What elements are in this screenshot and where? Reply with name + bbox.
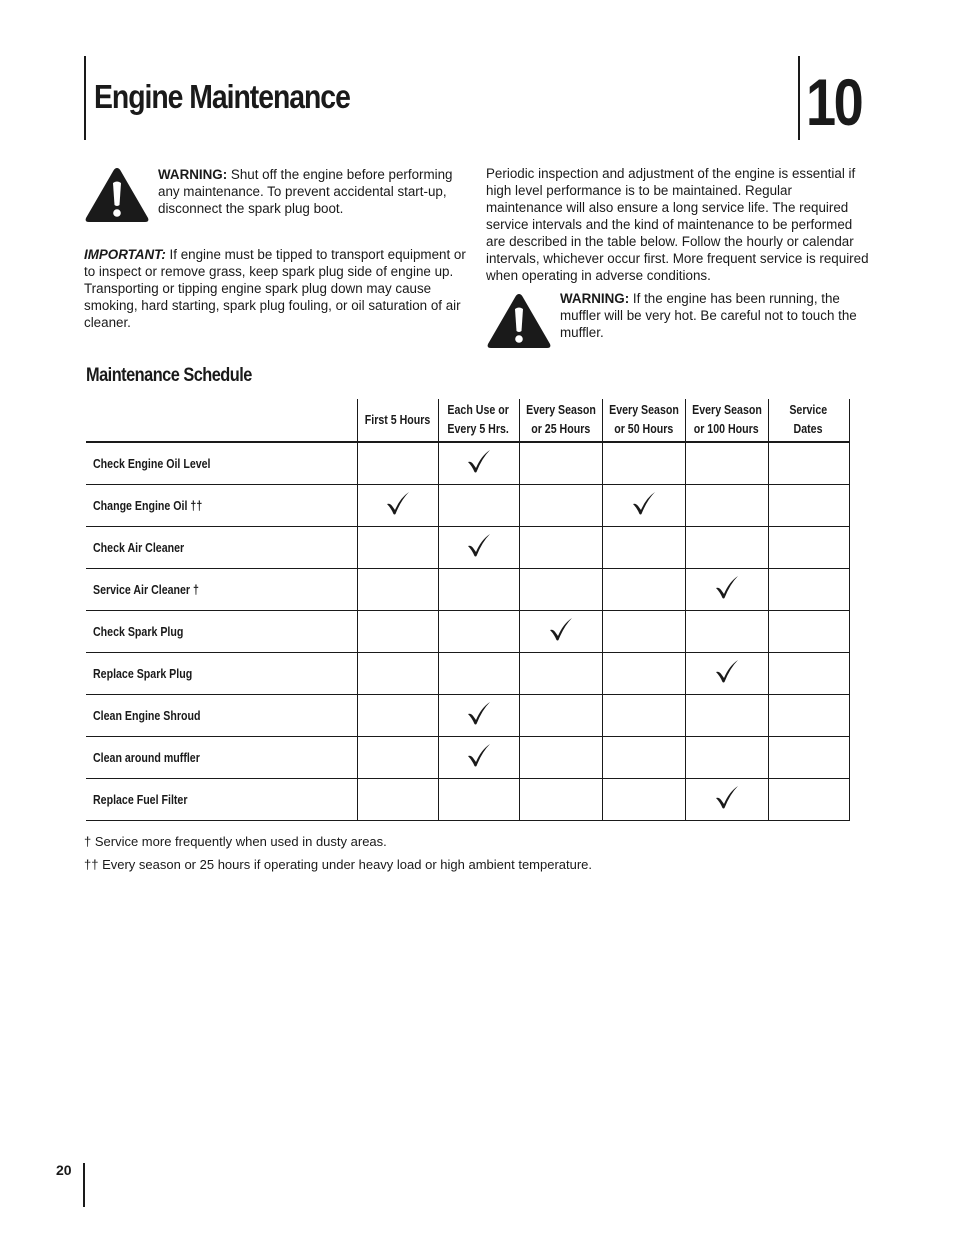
table-header-col — [685, 399, 768, 442]
schedule-cell — [357, 737, 438, 779]
important-note — [84, 246, 468, 331]
footer-rule — [83, 1163, 85, 1207]
schedule-cell — [685, 485, 768, 527]
schedule-cell — [519, 611, 602, 653]
checkmark-icon — [466, 461, 492, 478]
table-header-col — [768, 399, 849, 442]
schedule-cell — [519, 485, 602, 527]
title-rule — [84, 56, 86, 140]
schedule-cell — [685, 569, 768, 611]
intro-paragraph: Periodic inspection and adjustment of the engine is essential if high level performance is to be maintained. Regular maintenance will also ensure a long service life. The required service intervals and the kind of maintenance to be performed are described in the table below. Follow the hourly or calendar intervals, whichever occur first. More frequent service is required when operating in adverse conditions. — [486, 166, 869, 283]
schedule-cell — [685, 653, 768, 695]
schedule-cell — [768, 653, 849, 695]
schedule-cell — [519, 653, 602, 695]
schedule-cell — [438, 485, 519, 527]
column-header-line1: Every Season — [608, 403, 679, 417]
schedule-cell — [602, 611, 685, 653]
task-label: Clean Engine Shroud — [93, 708, 201, 723]
table-row — [86, 779, 849, 821]
checkmark-icon — [714, 797, 740, 814]
schedule-cell — [438, 737, 519, 779]
table-header-row — [86, 399, 849, 442]
schedule-cell — [602, 569, 685, 611]
schedule-heading: Maintenance Schedule — [86, 365, 252, 386]
column-header-line1: Every Season — [525, 403, 596, 417]
schedule-cell — [768, 779, 849, 821]
checkmark-icon — [714, 671, 740, 688]
maintenance-schedule-table — [86, 399, 850, 821]
chapter-number: 10 — [806, 65, 862, 139]
column-header-line1: Service — [789, 403, 828, 417]
page-title: Engine Maintenance — [94, 78, 350, 115]
schedule-cell — [438, 779, 519, 821]
schedule-cell — [519, 442, 602, 485]
schedule-cell — [357, 611, 438, 653]
schedule-cell — [602, 653, 685, 695]
schedule-cell — [602, 737, 685, 779]
schedule-cell — [685, 611, 768, 653]
schedule-cell — [438, 611, 519, 653]
task-label: Check Air Cleaner — [93, 540, 185, 555]
task-label: Replace Fuel Filter — [93, 792, 188, 807]
important-label: IMPORTANT: — [84, 247, 166, 262]
table-header-col — [438, 399, 519, 442]
chapter-rule — [798, 56, 800, 140]
schedule-cell — [685, 695, 768, 737]
task-label: Replace Spark Plug — [93, 666, 193, 681]
footnote-dusty: † Service more frequently when used in dusty areas. — [84, 834, 387, 849]
column-header-line2: or 100 Hours — [694, 422, 759, 436]
task-cell — [86, 442, 357, 485]
schedule-cell — [357, 695, 438, 737]
schedule-cell — [357, 527, 438, 569]
warning-text: Shut off the engine before performing any maintenance. To prevent accidental start-up, disconnect the spark plug boot. — [158, 167, 453, 216]
schedule-cell — [685, 779, 768, 821]
schedule-cell — [768, 695, 849, 737]
schedule-cell — [357, 485, 438, 527]
schedule-cell — [519, 779, 602, 821]
schedule-cell — [685, 737, 768, 779]
task-cell — [86, 653, 357, 695]
warning-muffler — [560, 290, 866, 341]
schedule-cell — [357, 442, 438, 485]
task-cell — [86, 695, 357, 737]
schedule-cell — [768, 569, 849, 611]
checkmark-icon — [631, 503, 657, 520]
column-header-line1: First 5 Hours — [364, 412, 431, 427]
schedule-cell — [519, 569, 602, 611]
checkmark-icon — [385, 503, 411, 520]
task-cell — [86, 485, 357, 527]
schedule-cell — [768, 485, 849, 527]
schedule-cell — [602, 485, 685, 527]
table-row — [86, 485, 849, 527]
task-label: Change Engine Oil †† — [93, 498, 203, 513]
schedule-cell — [438, 653, 519, 695]
schedule-cell — [685, 442, 768, 485]
schedule-cell — [438, 695, 519, 737]
task-cell — [86, 611, 357, 653]
schedule-cell — [519, 737, 602, 779]
schedule-cell — [768, 527, 849, 569]
task-label: Clean around muffler — [93, 750, 200, 765]
schedule-cell — [685, 527, 768, 569]
schedule-cell — [357, 779, 438, 821]
warning-triangle-icon — [485, 291, 553, 351]
task-label: Check Engine Oil Level — [93, 456, 211, 471]
table-row — [86, 611, 849, 653]
checkmark-icon — [714, 587, 740, 604]
schedule-cell — [438, 569, 519, 611]
warning-text: If the engine has been running, the muffler will be very hot. Be careful not to touch the muffler. — [560, 291, 857, 340]
table-row — [86, 737, 849, 779]
page-number: 20 — [56, 1162, 72, 1178]
task-cell — [86, 569, 357, 611]
checkmark-icon — [548, 629, 574, 646]
column-header-line2: or 25 Hours — [530, 422, 591, 436]
table-row — [86, 695, 849, 737]
column-header-line1: Every Season — [691, 403, 762, 417]
schedule-cell — [519, 527, 602, 569]
schedule-cell — [768, 611, 849, 653]
table-row — [86, 442, 849, 485]
task-cell — [86, 527, 357, 569]
warning-shutoff — [158, 166, 468, 217]
column-header-line1: Each Use or — [447, 403, 510, 417]
table-row — [86, 569, 849, 611]
warning-label: WARNING: — [560, 291, 630, 306]
table-row — [86, 527, 849, 569]
checkmark-icon — [466, 713, 492, 730]
schedule-cell — [357, 653, 438, 695]
column-header-line2: Dates — [794, 422, 823, 436]
schedule-cell — [602, 442, 685, 485]
schedule-cell — [357, 569, 438, 611]
table-header-col — [602, 399, 685, 442]
schedule-cell — [602, 695, 685, 737]
warning-label: WARNING: — [158, 167, 228, 182]
schedule-cell — [438, 527, 519, 569]
table-header-task — [86, 399, 357, 442]
footnote-heavy-load: †† Every season or 25 hours if operating under heavy load or high ambient temperature. — [84, 857, 593, 872]
warning-triangle-icon — [83, 165, 151, 225]
task-cell — [86, 779, 357, 821]
table-header-col — [519, 399, 602, 442]
checkmark-icon — [466, 545, 492, 562]
task-cell — [86, 737, 357, 779]
schedule-cell — [602, 527, 685, 569]
important-text: If engine must be tipped to transport equipment or to inspect or remove grass, keep spark plug side of engine up. Transporting or tipping engine spark plug down may cause smoking, hard starting, spark plug fouling, or oil saturation of air cleaner. — [84, 247, 466, 330]
schedule-cell — [519, 695, 602, 737]
schedule-cell — [602, 779, 685, 821]
column-header-line2: Every 5 Hrs. — [447, 422, 510, 436]
column-header-line2: or 50 Hours — [613, 422, 674, 436]
schedule-cell — [768, 737, 849, 779]
task-label: Check Spark Plug — [93, 624, 184, 639]
schedule-cell — [438, 442, 519, 485]
checkmark-icon — [466, 755, 492, 772]
table-row — [86, 653, 849, 695]
schedule-cell — [768, 442, 849, 485]
table-header-col — [357, 399, 438, 442]
task-label: Service Air Cleaner † — [93, 582, 199, 597]
